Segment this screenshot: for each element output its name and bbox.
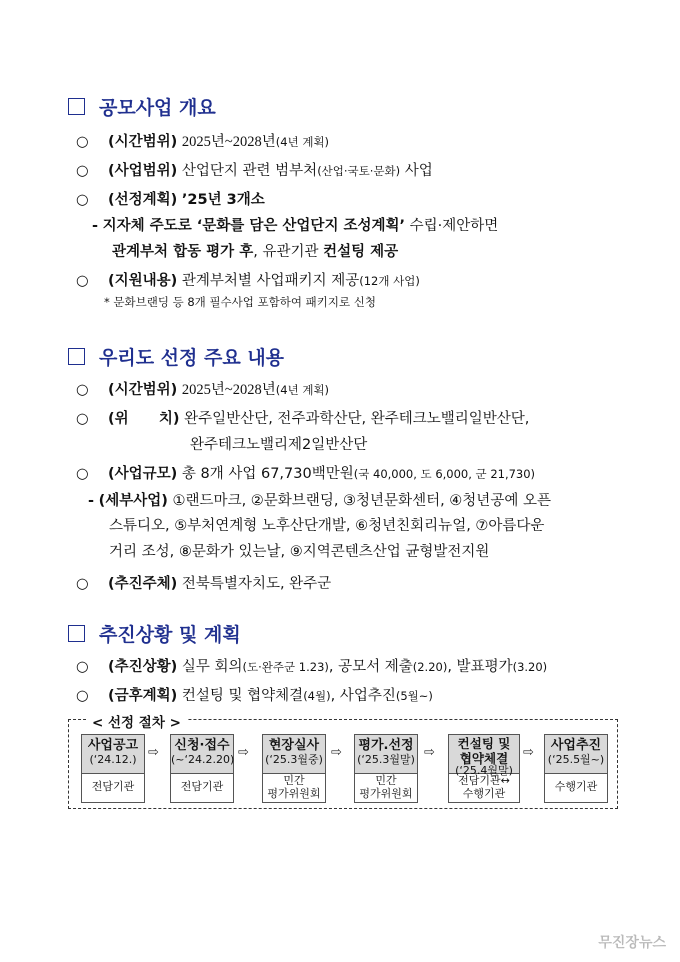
procedure-diagram bbox=[68, 719, 618, 809]
procedure-step: 컨설팅 및 협약체결 (‘25.4월말) bbox=[448, 734, 520, 774]
list-item: ○ (선정계획) ’25년 3개소 bbox=[76, 192, 265, 208]
procedure-step-org: 민간 평가위원회 bbox=[262, 772, 326, 803]
arrow-right-icon: ⇨ bbox=[238, 745, 249, 760]
list-item: ○ (사업규모) 총 8개 사업 67,730백만원(국 40,000, 도 6,000, 군 21,730) bbox=[76, 466, 536, 482]
footnote: * 문화브랜딩 등 8개 필수사업 포함하여 패키지로 신청 bbox=[104, 295, 376, 309]
arrow-right-icon: ⇨ bbox=[523, 745, 534, 760]
list-item-continued: 완주테크노밸리제2일반산단 bbox=[190, 437, 368, 453]
list-item: ○ (추진상황) 실무 회의(도·완주군 1.23), 공모서 제출(2.20), 발표평가(3.20) bbox=[76, 659, 548, 675]
procedure-step: 평가.선정 (‘25.3월말) bbox=[354, 734, 418, 774]
sub-item-continued: 스튜디오, ⑤부처연계형 노후산단개발, ⑥청년친회리뉴얼, ⑦아름다운 bbox=[109, 518, 545, 534]
sub-item: - (세부사업) ①랜드마크, ②문화브랜딩, ③청년문화센터, ④청년공예 오픈 bbox=[88, 493, 551, 509]
list-item: ○ (지원내용) 관계부처별 사업패키지 제공(12개 사업) bbox=[76, 273, 420, 289]
procedure-step-org: 전담기관 bbox=[81, 772, 145, 803]
procedure-step: 신청·접수 (~‘24.2.20) bbox=[170, 734, 234, 774]
procedure-step-org: 민간 평가위원회 bbox=[354, 772, 418, 803]
list-item: ○ (사업범위) 산업단지 관련 범부처(산업·국토·문화) 사업 bbox=[76, 163, 433, 179]
procedure-step-org: 전담기관 bbox=[170, 772, 234, 803]
list-item: ○ (시간범위) 2025년~2028년(4년 계획) bbox=[76, 134, 330, 150]
arrow-right-icon: ⇨ bbox=[331, 745, 342, 760]
procedure-title: < 선정 절차 > bbox=[86, 711, 187, 731]
sub-item-continued: 관계부처 합동 평가 후, 유관기관 컨설팅 제공 bbox=[112, 244, 399, 260]
list-item: ○ (금후계획) 컨설팅 및 협약체결(4월), 사업추진(5월~) bbox=[76, 688, 433, 704]
arrow-right-icon: ⇨ bbox=[148, 745, 159, 760]
procedure-step: 현장실사 (‘25.3월중) bbox=[262, 734, 326, 774]
watermark-logo: 무진장뉴스 bbox=[598, 935, 666, 951]
section-title-overview: 공모사업 개요 bbox=[68, 93, 216, 120]
checkbox-icon bbox=[68, 98, 85, 115]
procedure-step: 사업공고 (‘24.12.) bbox=[81, 734, 145, 774]
section-title-selection: 우리도 선정 주요 내용 bbox=[68, 343, 284, 370]
procedure-step: 사업추진 (‘25.5월~) bbox=[544, 734, 608, 774]
checkbox-icon bbox=[68, 348, 85, 365]
procedure-step-org: 전담기관↔ 수행기관 bbox=[448, 772, 520, 803]
procedure-step-org: 수행기관 bbox=[544, 772, 608, 803]
list-item: ○ (추진주체) 전북특별자치도, 완주군 bbox=[76, 576, 332, 592]
list-item: ○ (위 치) 완주일반산단, 전주과학산단, 완주테크노밸리일반산단, bbox=[76, 411, 530, 427]
sub-item: - 지자체 주도로 ‘문화를 담은 산업단지 조성계획’ 수립·제안하면 bbox=[92, 218, 499, 234]
sub-item-continued: 거리 조성, ⑧문화가 있는날, ⑨지역콘텐츠산업 균형발전지원 bbox=[109, 544, 490, 560]
list-item: ○ (시간범위) 2025년~2028년(4년 계획) bbox=[76, 382, 330, 398]
section-title-progress: 추진상황 및 계획 bbox=[68, 620, 241, 647]
arrow-right-icon: ⇨ bbox=[424, 745, 435, 760]
checkbox-icon bbox=[68, 625, 85, 642]
